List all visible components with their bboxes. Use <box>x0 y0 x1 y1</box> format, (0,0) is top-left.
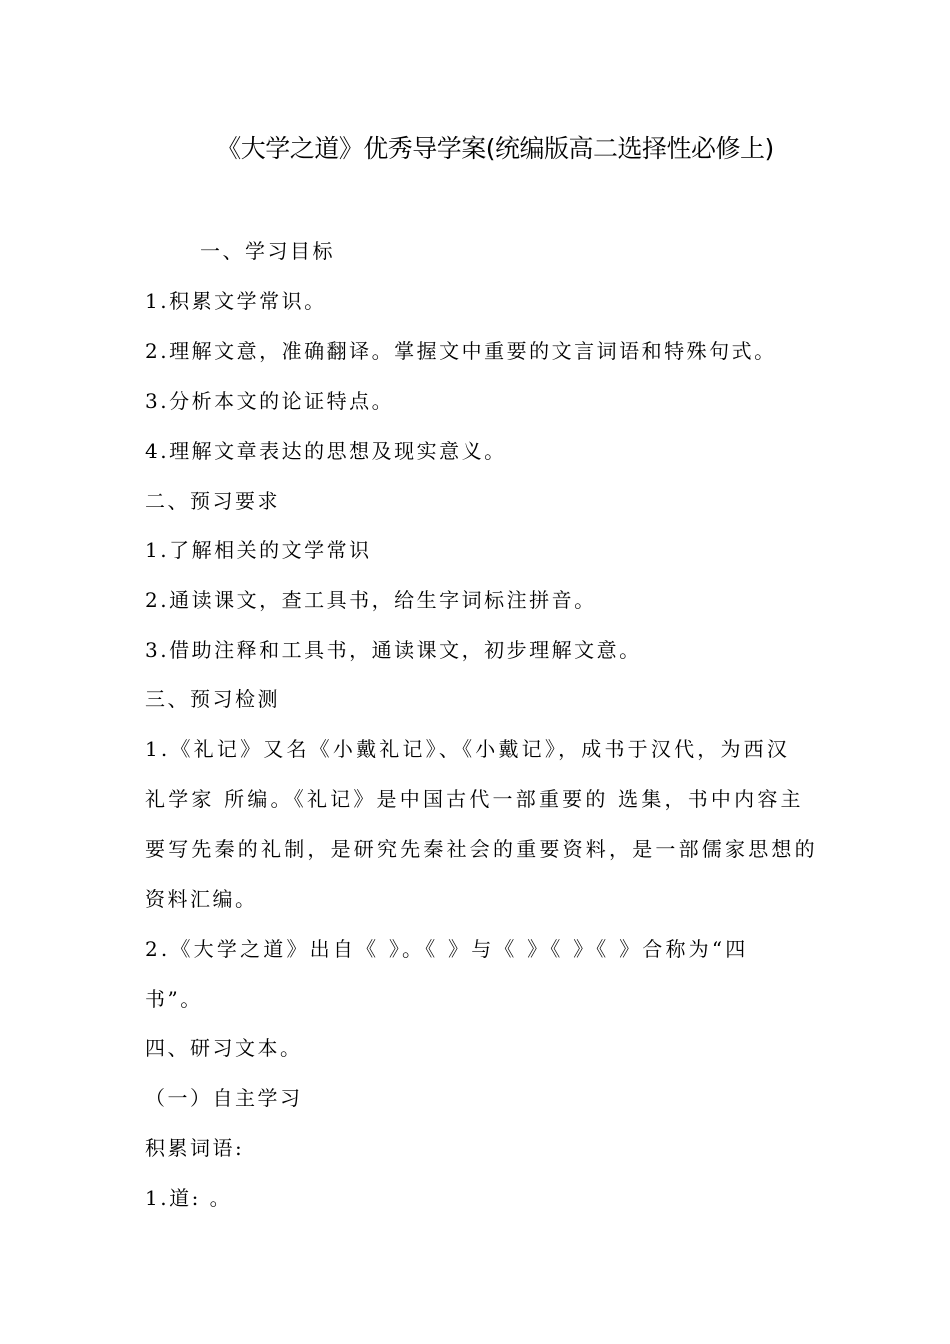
check-item-1-line-1: 1.《礼记》又名《小戴礼记》、《小戴记》，成书于汉代，为西汉 <box>145 737 791 761</box>
requirement-item-3: 3.借助注释和工具书，通读课文，初步理解文意。 <box>145 638 642 662</box>
heading-preview-requirements: 二、预习要求 <box>145 489 280 513</box>
check-item-1-line-2: 礼学家 所编。《礼记》是中国古代一部重要的 选集，书中内容主 <box>145 787 804 811</box>
requirement-item-1: 1.了解相关的文学常识 <box>145 538 372 562</box>
heading-preview-check: 三、预习检测 <box>145 687 280 711</box>
requirement-item-2: 2.通读课文，查工具书，给生字词标注拼音。 <box>145 588 597 612</box>
goal-item-2: 2.理解文意，准确翻译。掌握文中重要的文言词语和特殊句式。 <box>145 339 777 363</box>
goal-item-3: 3.分析本文的论证特点。 <box>145 389 395 413</box>
heading-learning-goals: 一、学习目标 <box>200 239 335 263</box>
vocabulary-item-1: 1.道: 。 <box>145 1186 233 1210</box>
goal-item-4: 4.理解文章表达的思想及现实意义。 <box>145 439 507 463</box>
vocabulary-label: 积累词语: <box>145 1136 245 1160</box>
heading-study-text: 四、研习文本。 <box>145 1036 303 1060</box>
check-item-1-line-4: 资料汇编。 <box>145 887 258 911</box>
goal-item-1: 1.积累文学常识。 <box>145 289 327 313</box>
subheading-self-study: （一）自主学习 <box>145 1086 303 1110</box>
check-item-1-line-3: 要写先秦的礼制，是研究先秦社会的重要资料，是一部儒家思想的 <box>145 837 818 861</box>
check-item-2-line-1: 2.《大学之道》出自《 》。《 》与《 》《 》《 》合称为“四 <box>145 937 749 961</box>
check-item-2-line-2: 书”。 <box>145 987 203 1011</box>
document-title: 《大学之道》优秀导学案(统编版高二选择性必修上) <box>216 134 774 163</box>
